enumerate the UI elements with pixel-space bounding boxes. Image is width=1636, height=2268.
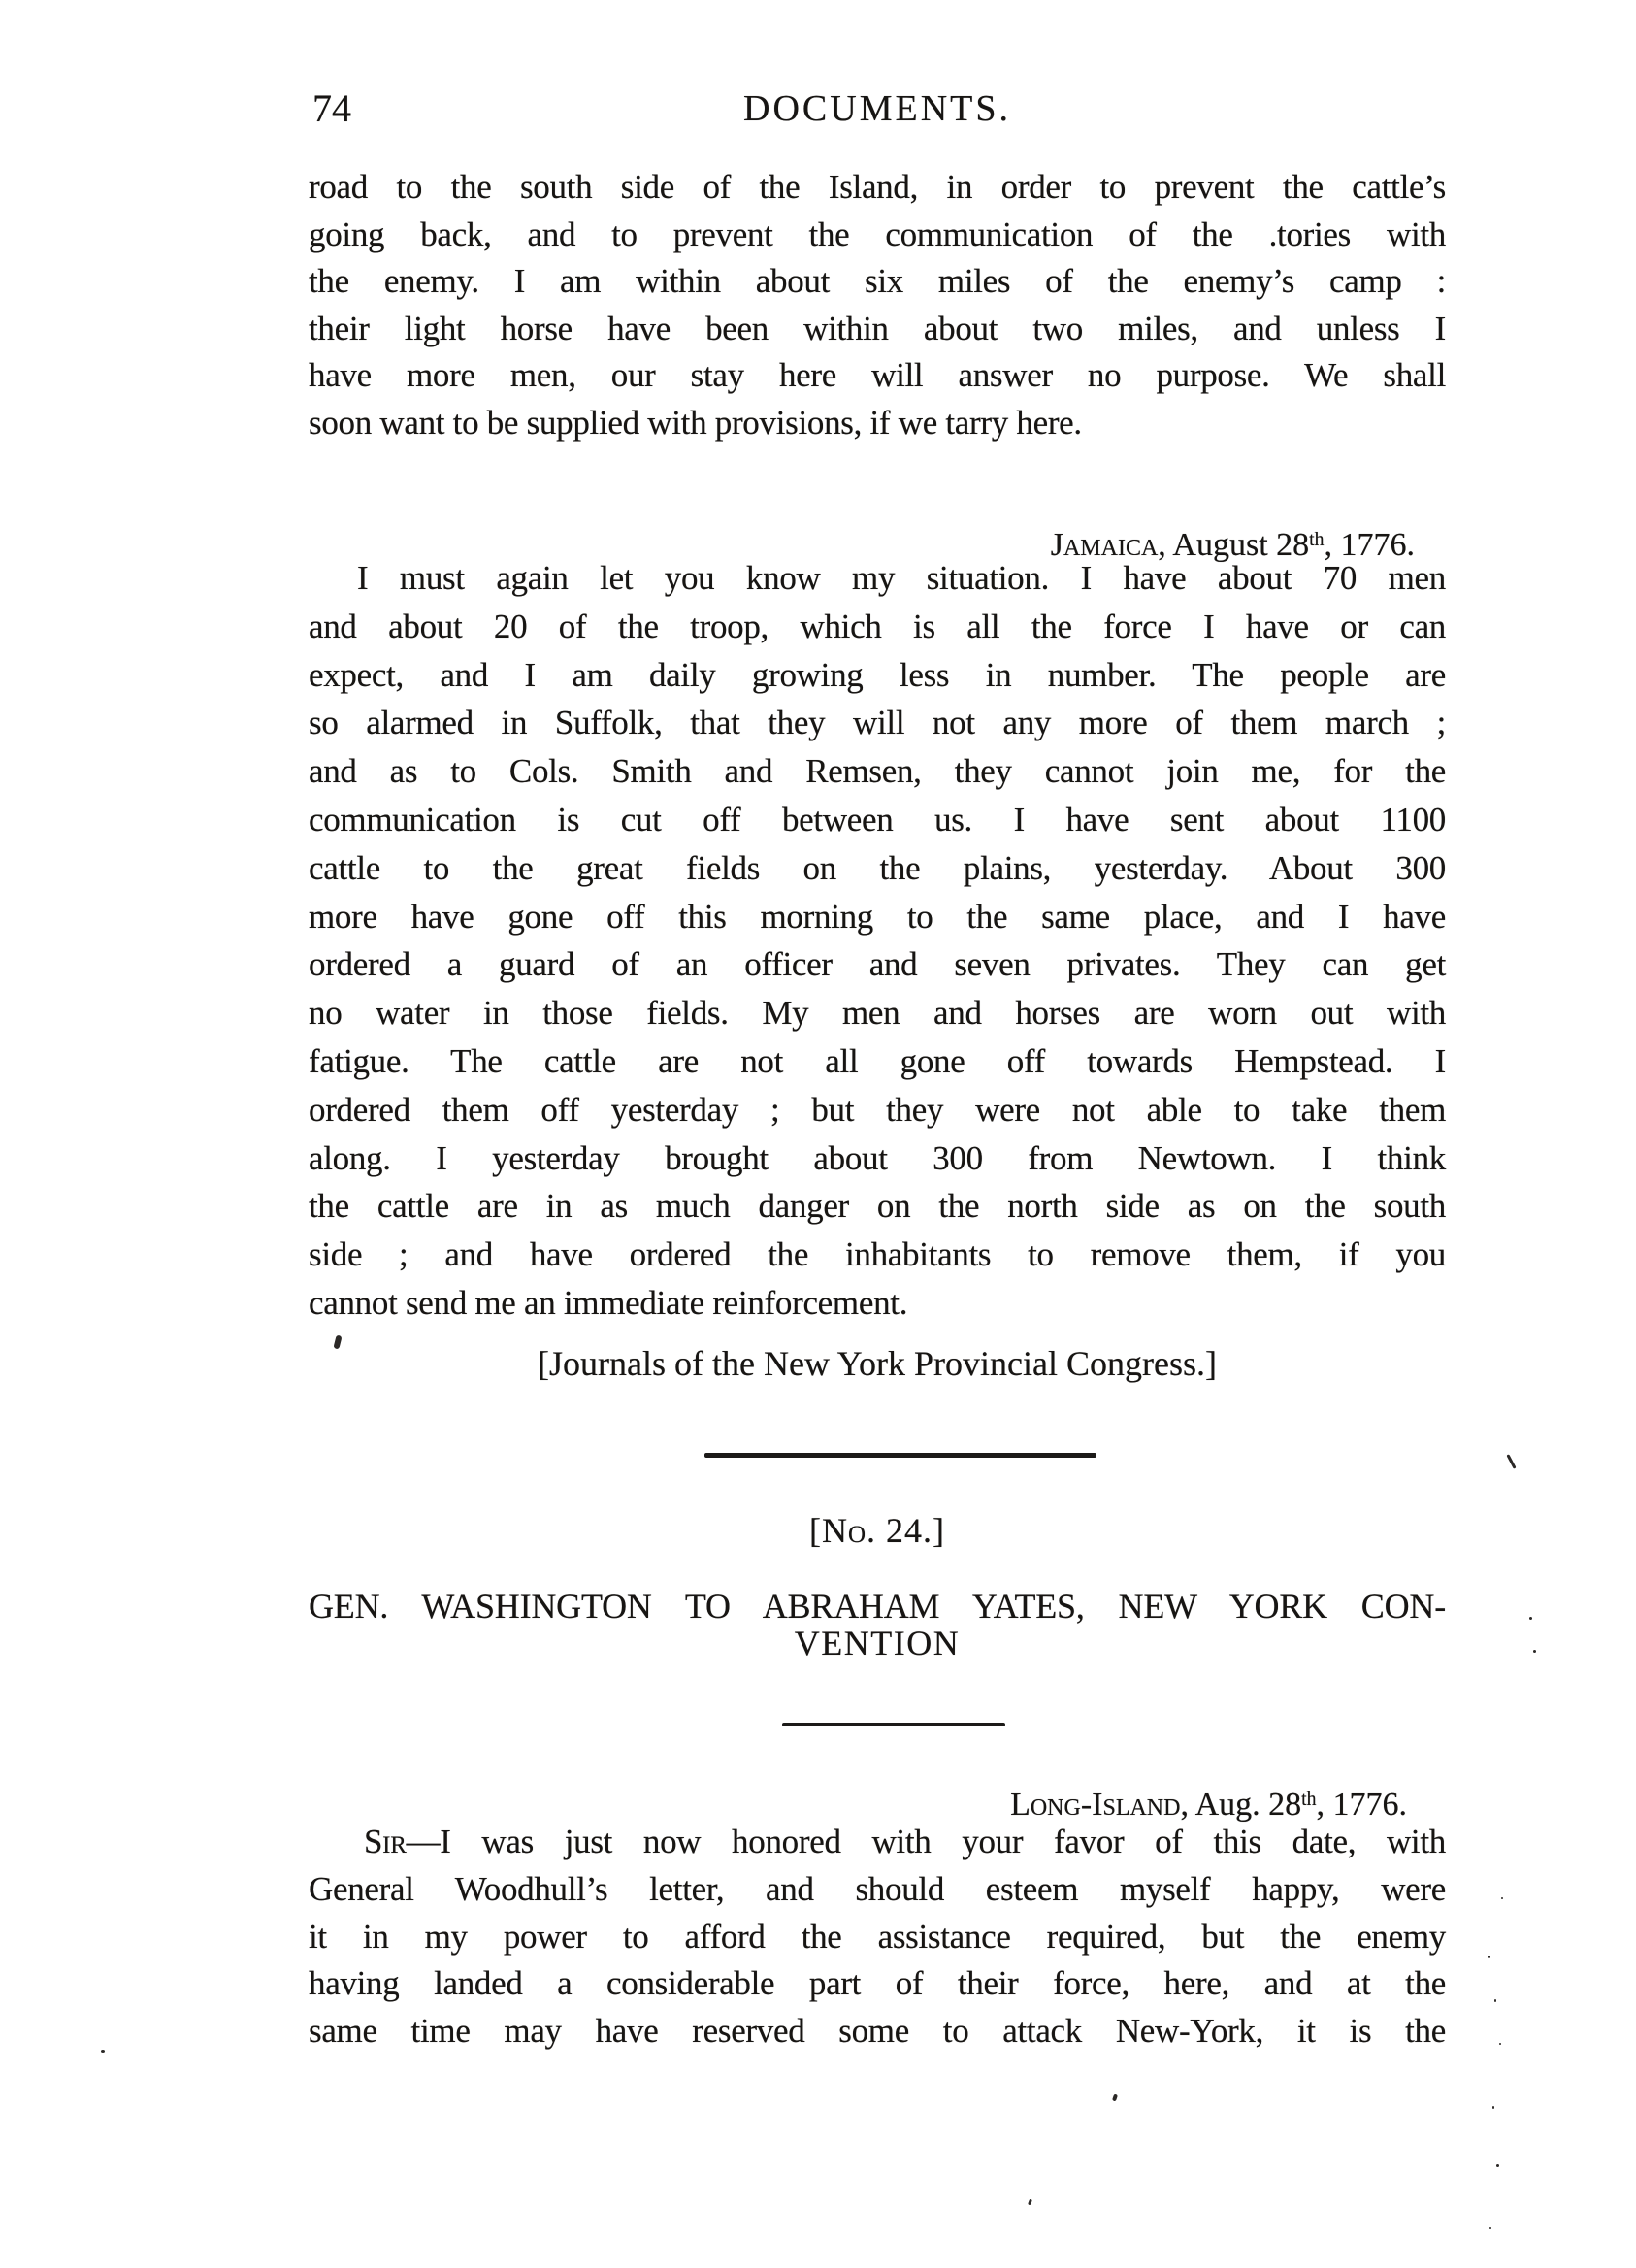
text-line: ordered them off yesterday ; but they were not able to take them (309, 1090, 1446, 1129)
text-line: expect, and I am daily growing less in number. The people are (309, 655, 1446, 694)
text-line: and about 20 of the troop, which is all the force I have or can (309, 607, 1446, 645)
text-line: more have gone off this morning to the same place, and I have (309, 897, 1446, 936)
text-line: having landed a considerable part of their force, here, and at the (309, 1964, 1446, 2003)
dateline-date: Aug. 28 (1188, 1786, 1302, 1823)
scan-speck (1499, 2043, 1501, 2045)
text-line-rest: —I was just now honored with your favor of this date, with (406, 1823, 1446, 1860)
page-header (309, 85, 1446, 134)
heading-divider-rule (782, 1723, 1005, 1726)
text-line: have more men, our stay here will answer no purpose. We shall (309, 356, 1446, 395)
scan-speck (1501, 1897, 1503, 1899)
ordinal-superscript: th (1309, 529, 1325, 550)
text-line: going back, and to prevent the communication of the .tories with (309, 214, 1446, 253)
scan-speck (1492, 2106, 1494, 2109)
text-line: cannot send me an immediate reinforcement. (309, 1283, 908, 1322)
scan-speck (1489, 2227, 1491, 2229)
text-line: it in my power to afford the assistance required, but the enemy (309, 1917, 1446, 1956)
salutation: Sir (364, 1823, 407, 1860)
text-line: along. I yesterday brought about 300 from Newtown. I think (309, 1138, 1446, 1177)
source-citation: [Journals of the New York Provincial Congress.] (538, 1344, 1217, 1383)
paragraph-washington-reply (309, 1819, 1446, 2055)
scan-speck (1506, 1454, 1516, 1469)
text-line: I must again let you know my situation. I have about 70 men (357, 559, 1446, 597)
text-line: communication is cut off between us. I have sent about 1100 (309, 800, 1446, 838)
text-line: their light horse have been within about two miles, and unless I (309, 309, 1446, 347)
scan-speck (1496, 2164, 1499, 2167)
text-line: ordered a guard of an officer and seven privates. They can get (309, 945, 1446, 984)
letter-heading (309, 1588, 1446, 1661)
text-line: so alarmed in Suffolk, that they will not any more of them march ; (309, 704, 1446, 742)
scan-speck (1494, 1999, 1496, 2002)
text-line: road to the south side of the Island, in order to prevent the cattle’s (309, 168, 1446, 206)
scan-speck (1529, 1617, 1532, 1620)
paragraph-woodhull-continuation (309, 164, 1446, 447)
text-line: side ; and have ordered the inhabitants to remove them, if you (309, 1235, 1446, 1274)
text-line: General Woodhull’s letter, and should esteem myself happy, were (309, 1869, 1446, 1908)
scan-speck (1488, 1956, 1490, 1958)
section-divider-rule (704, 1453, 1096, 1458)
scan-speck (1112, 2094, 1118, 2102)
document-number-label: [No. 24.] (808, 1511, 946, 1550)
text-line: and as to Cols. Smith and Remsen, they cannot join me, for the (309, 752, 1446, 791)
running-head: DOCUMENTS. (743, 88, 1011, 129)
dateline-date: August 28 (1165, 526, 1310, 563)
text-line: soon want to be supplied with provisions, if we tarry here. (309, 403, 1082, 442)
ordinal-superscript: th (1301, 1789, 1317, 1810)
text-line: fatigue. The cattle are not all gone off towards Hempstead. I (309, 1041, 1446, 1080)
dateline-place: Jamaica, (1050, 526, 1166, 563)
text-line: the cattle are in as much danger on the north side as on the south (309, 1187, 1446, 1226)
page-number: 74 (312, 86, 351, 130)
scan-speck (101, 2050, 105, 2053)
dateline-year: , 1776. (1316, 1786, 1407, 1823)
heading-line: VENTION (794, 1624, 961, 1662)
text-line (309, 1819, 1446, 1866)
scan-speck (1028, 2199, 1032, 2206)
dateline-year: , 1776. (1324, 526, 1415, 563)
text-line: same time may have reserved some to attack New-York, it is the (309, 2012, 1446, 2051)
text-line: the enemy. I am within about six miles of the enemy’s camp : (309, 262, 1446, 301)
text-line: cattle to the great fields on the plains, yesterday. About 300 (309, 848, 1446, 887)
heading-line: GEN. WASHINGTON TO ABRAHAM YATES, NEW YORK CON- (309, 1587, 1446, 1626)
dateline-place: Long-Island, (1010, 1786, 1189, 1823)
scan-speck (1533, 1650, 1536, 1653)
paragraph-woodhull-situation (309, 554, 1446, 1328)
text-line: no water in those fields. My men and horses are worn out with (309, 994, 1446, 1033)
